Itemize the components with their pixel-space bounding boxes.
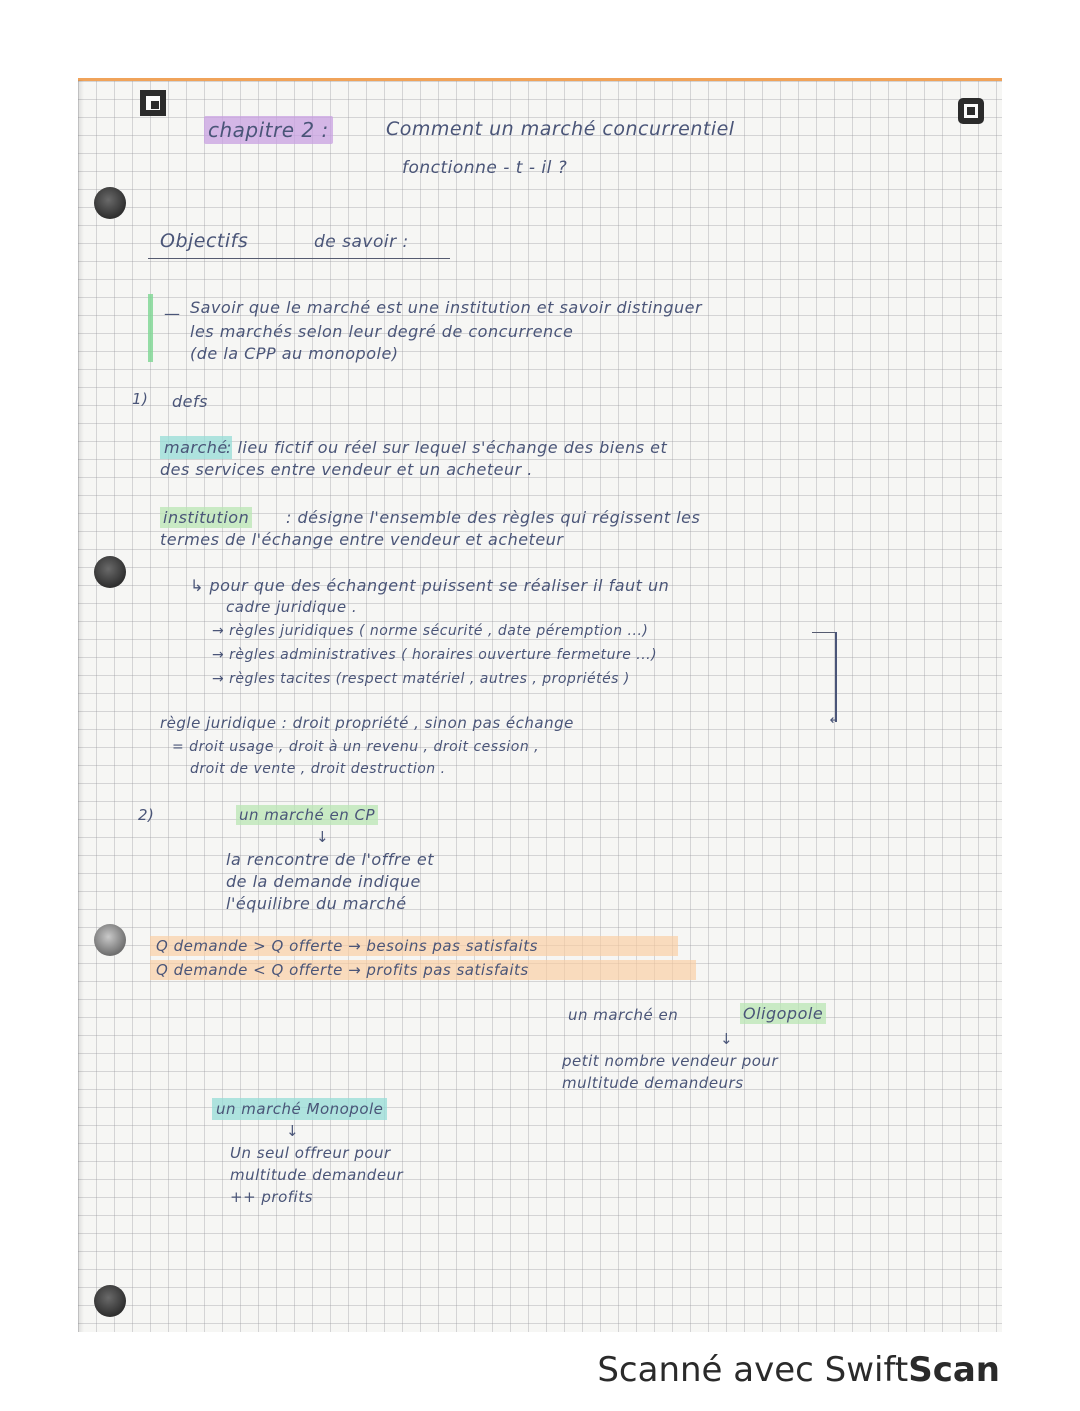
objectives-margin-highlight — [148, 294, 153, 362]
down-arrow-icon: ↓ — [720, 1030, 733, 1048]
cp-line: de la demande indique — [226, 872, 421, 891]
scan-corner-marker — [140, 90, 166, 116]
monopole-line: multitude demandeur — [230, 1166, 404, 1184]
marche-definition-line: : lieu fictif ou réel sur lequel s'échange des biens et — [226, 438, 668, 457]
rule-item: → règles administratives ( horaires ouverture fermeture ...) — [212, 647, 658, 663]
marche-definition-line: des services entre vendeur et un acheteur . — [160, 460, 533, 479]
scan-corner-marker — [958, 98, 984, 124]
legal-rule-line: = droit usage , droit à un revenu , droit cession , — [172, 739, 540, 755]
objective-line: les marchés selon leur degré de concurrence — [190, 322, 574, 341]
binder-hole — [94, 187, 126, 219]
cp-title: un marché en CP — [236, 808, 378, 823]
oligopole-line: multitude demandeurs — [562, 1074, 744, 1092]
oligopole-line: petit nombre vendeur pour — [562, 1052, 779, 1070]
chapter-title-line1: Comment un marché concurrentiel — [386, 118, 735, 140]
institution-definition-line: : désigne l'ensemble des règles qui régissent les — [286, 508, 701, 527]
bracket-vertical — [835, 632, 837, 722]
chapter-title-line2: fonctionne - t - il ? — [402, 158, 568, 178]
supply-demand-line: Q demande > Q offerte → besoins pas satisfaits — [156, 937, 538, 955]
legal-rule-line: droit de vente , droit destruction . — [190, 761, 446, 777]
monopole-line: ++ profits — [230, 1188, 313, 1206]
legal-frame-line: ↳ pour que des échangent puissent se réaliser il faut un — [190, 576, 670, 595]
legal-rule-line: règle juridique : droit propriété , sinon pas échange — [160, 714, 574, 732]
bracket-arrow-icon: ↲ — [828, 711, 840, 727]
rule-item: → règles tacites (respect matériel , autres , propriétés ) — [212, 671, 630, 687]
supply-demand-line: Q demande < Q offerte → profits pas satisfaits — [156, 961, 529, 979]
monopole-line: Un seul offreur pour — [230, 1144, 391, 1162]
term-institution: institution — [160, 510, 252, 526]
notebook-page — [78, 78, 1002, 1332]
binder-hole — [94, 924, 126, 956]
bracket-top — [812, 632, 836, 633]
bullet-dash: — — [164, 304, 180, 323]
monopole-title: un marché Monopole — [212, 1102, 387, 1117]
binder-hole — [94, 1285, 126, 1317]
objectives-underline — [148, 258, 450, 259]
objectives-heading: Objectifs — [160, 230, 249, 252]
scanner-watermark: Scanné avec SwiftScan — [597, 1350, 1000, 1390]
term-marche: marché — [160, 440, 232, 456]
section-title: defs — [172, 392, 208, 411]
objectives-heading-rest: de savoir : — [314, 232, 409, 252]
down-arrow-icon: ↓ — [286, 1122, 299, 1140]
legal-frame-line: cadre juridique . — [226, 598, 358, 616]
binder-hole — [94, 556, 126, 588]
section-number: 2) — [138, 806, 155, 824]
page-shadow — [78, 80, 84, 1332]
oligopole-title: un marché en — [568, 1006, 679, 1024]
cp-line: l'équilibre du marché — [226, 894, 407, 913]
chapter-label: chapitre 2 : — [204, 120, 333, 140]
down-arrow-icon: ↓ — [316, 828, 329, 846]
rule-item: → règles juridiques ( norme sécurité , date péremption ...) — [212, 623, 649, 639]
institution-definition-line: termes de l'échange entre vendeur et acheteur — [160, 530, 564, 549]
section-number: 1) — [132, 390, 149, 408]
oligopole-title-highlight: Oligopole — [740, 1006, 826, 1022]
objective-line: (de la CPP au monopole) — [190, 344, 399, 363]
objective-line: Savoir que le marché est une institution et savoir distinguer — [190, 298, 703, 317]
cp-line: la rencontre de l'offre et — [226, 850, 435, 869]
